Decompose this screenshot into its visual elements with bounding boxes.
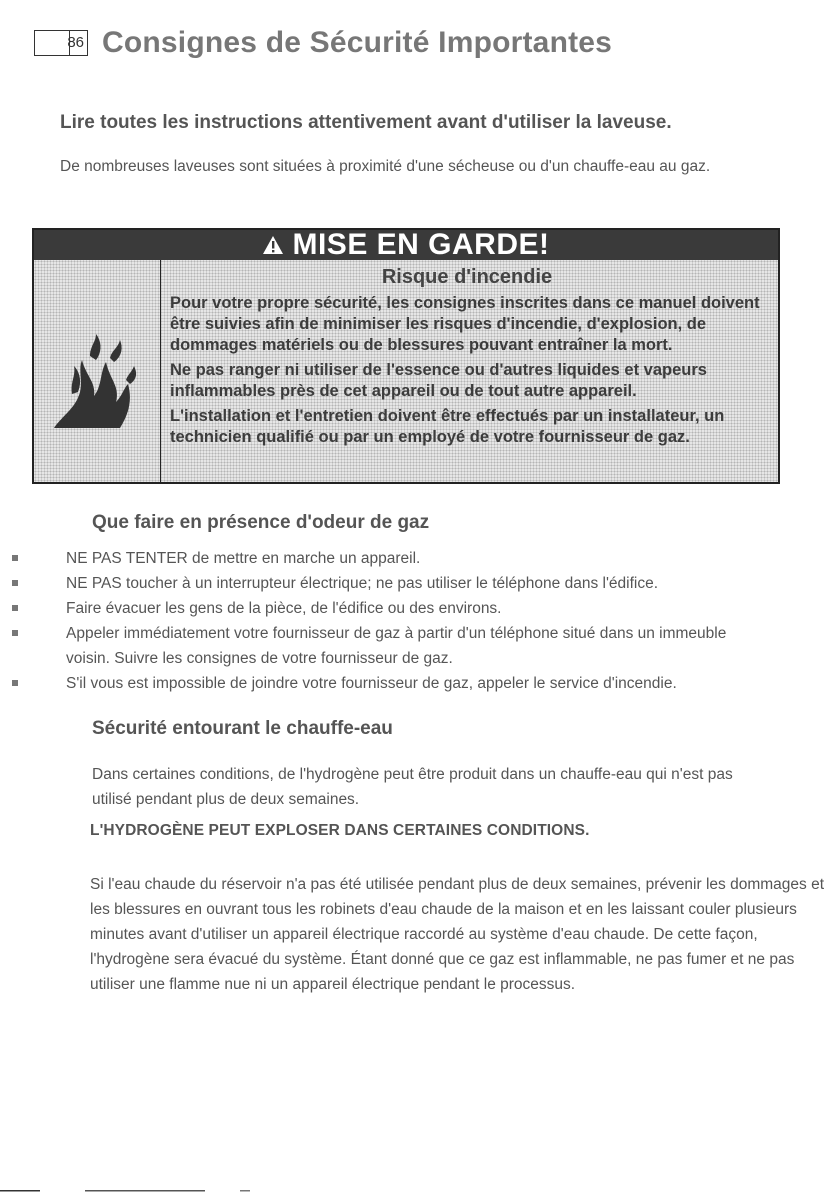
list-item: Faire évacuer les gens de la pièce, de l'édifice ou des environs. <box>12 596 732 621</box>
warning-paragraph: Ne pas ranger ni utiliser de l'essence ou d'autres liquides et vapeurs inflammables près de cet appareil ou de tout autre appareil. <box>170 361 707 400</box>
heater-heading: Sécurité entourant le chauffe-eau <box>92 718 393 739</box>
page-number: 86 <box>34 30 88 56</box>
hydrogen-warning: L'HYDROGÈNE PEUT EXPLOSER DANS CERTAINES CONDITIONS. <box>90 822 590 839</box>
warning-paragraph: Pour votre propre sécurité, les consignes inscrites dans ce manuel doivent être suivies afin de minimiser les risques d'incendie, d'explosion, de dommages matériels ou de blessures pouvant entraîner la mort. <box>170 294 760 354</box>
list-item: NE PAS TENTER de mettre en marche un appareil. <box>12 546 732 571</box>
list-item: NE PAS toucher à un interrupteur électrique; ne pas utiliser le téléphone dans l'édifice. <box>12 571 732 596</box>
heater-paragraph: Dans certaines conditions, de l'hydrogène peut être produit dans un chauffe-eau qui n'est pas utilisé pendant plus de deux semaines. <box>92 766 733 808</box>
scan-marks <box>0 1181 839 1191</box>
intro-text: De nombreuses laveuses sont situées à proximité d'une sécheuse ou d'un chauffe-eau au gaz. <box>60 158 711 175</box>
bullet-icon <box>12 580 18 586</box>
warning-subtitle: Risque d'incendie <box>381 266 553 288</box>
warning-icon-panel <box>34 260 161 482</box>
heater-paragraph: Si l'eau chaude du réservoir n'a pas été utilisée pendant plus de deux semaines, prévenir les dommages et les blessures en ouvrant tous les robinets d'eau chaude de la maison et en les laissant couler plusieurs minutes avant d'utiliser un appareil électrique raccordé au système d'eau chaude. De cette façon, l'hydrogène sera évacué du système. Étant donné que ce gaz est inflammable, ne pas fumer et ne pas utiliser une flamme nue ni un appareil électrique pendant le processus. <box>90 876 824 993</box>
warning-header <box>34 230 778 260</box>
intro-heading: Lire toutes les instructions attentivement avant d'utiliser la laveuse. <box>60 112 672 133</box>
bullet-icon <box>12 555 18 561</box>
page-title: Consignes de Sécurité Importantes <box>102 26 613 59</box>
gas-heading: Que faire en présence d'odeur de gaz <box>92 512 430 533</box>
fire-icon <box>50 332 142 437</box>
bullet-icon <box>12 630 18 636</box>
warning-triangle-icon <box>262 235 284 255</box>
warning-title: MISE EN GARDE! <box>292 228 550 261</box>
bullet-icon <box>12 605 18 611</box>
warning-box <box>32 228 780 484</box>
list-item: S'il vous est impossible de joindre votre fournisseur de gaz, appeler le service d'incendie. <box>12 671 732 696</box>
bullet-icon <box>12 680 18 686</box>
list-item: Appeler immédiatement votre fournisseur de gaz à partir d'un téléphone situé dans un immeuble voisin. Suivre les consignes de votre fournisseur de gaz. <box>12 621 732 671</box>
gas-instructions-list <box>12 546 732 696</box>
page-header <box>34 26 612 60</box>
warning-paragraph: L'installation et l'entretien doivent être effectués par un installateur, un technicien qualifié ou par un employé de votre fournisseur de gaz. <box>170 407 725 446</box>
warning-body <box>170 260 764 448</box>
